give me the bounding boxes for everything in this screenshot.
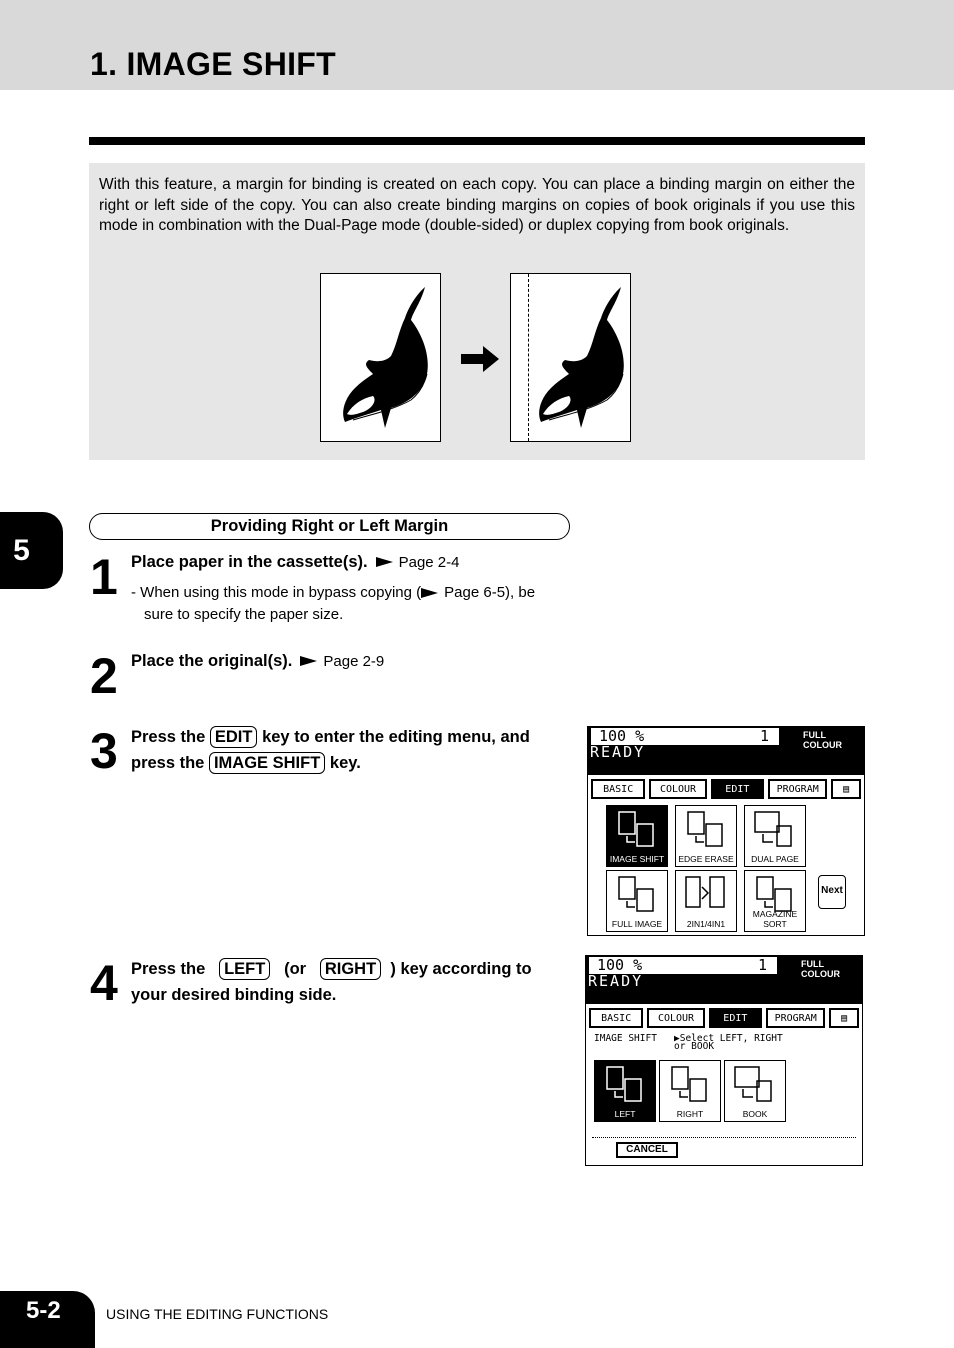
chapter-tab: 5 [0, 512, 63, 589]
intro-box [89, 163, 865, 460]
copy-icon [733, 1065, 777, 1105]
dual-page-button[interactable] [744, 805, 806, 867]
page-title: 1. IMAGE SHIFT [90, 46, 336, 82]
step-1-instruction: Place paper in the cassette(s). [131, 553, 368, 571]
step-4-text-part: Press the [131, 960, 206, 978]
mode-label: IMAGE SHIFT [594, 1033, 657, 1044]
step-number: 2 [90, 648, 118, 704]
orca-illustration [529, 282, 629, 432]
step-3-text-part: Press the [131, 728, 206, 746]
next-button[interactable]: Next [818, 875, 846, 909]
step-4-text [131, 956, 571, 1008]
step-number: 3 [90, 723, 118, 779]
tab-colour[interactable]: COLOUR [647, 1008, 704, 1028]
screen-status-bar [586, 956, 862, 1004]
magazine-sort-button[interactable] [744, 870, 806, 932]
original-figure [320, 273, 441, 442]
button-label: MAGAZINE SORT [752, 909, 798, 929]
screen-status-bar [588, 727, 864, 775]
copy-icon [684, 810, 728, 850]
prompt-line-2: or BOOK [674, 1041, 715, 1052]
copy-icon [684, 875, 728, 915]
tab-menu-icon[interactable]: ▤ [829, 1008, 859, 1028]
tab-basic[interactable]: BASIC [589, 1008, 643, 1028]
colour-mode: FULL COLOUR [803, 730, 842, 750]
pointer-triangle-icon [421, 588, 438, 598]
left-key: LEFT [219, 958, 270, 980]
note-text-line2: sure to specify the paper size. [144, 606, 344, 623]
step-3-text-part: key to enter the editing menu, and [262, 728, 530, 746]
pointer-triangle-icon [376, 557, 393, 567]
step-number: 4 [90, 955, 118, 1011]
right-key: RIGHT [320, 958, 381, 980]
image-shift-button[interactable] [606, 805, 668, 867]
copies-count: 1 [759, 727, 769, 745]
divider [592, 1137, 856, 1138]
step-4-text-part: (or [284, 960, 307, 978]
note-text: - When using this mode in bypass copying ( [131, 584, 422, 601]
screen-tabs [591, 779, 861, 799]
intro-text: With this feature, a margin for binding is created on each copy. You can place a binding margin on either the right or left side of the copy. You can also create binding margins on copies of book originals if you use this mode in combination with the Dual-Page mode (double-sided) or duplex copying from book originals. [99, 176, 855, 234]
tab-colour[interactable]: COLOUR [649, 779, 706, 799]
tab-edit[interactable]: EDIT [709, 1008, 762, 1028]
button-label: EDGE ERASE [678, 854, 734, 864]
title-rule [89, 137, 865, 145]
step-4-text-part: your desired binding side. [131, 986, 337, 1004]
copy-icon [615, 875, 659, 915]
footer-text: USING THE EDITING FUNCTIONS [106, 1306, 329, 1322]
button-label: LEFT [614, 1109, 636, 1119]
copies-count: 1 [757, 956, 767, 974]
step-3-text-part: key. [329, 754, 361, 772]
status-text: READY [590, 743, 646, 761]
step-2-instruction: Place the original(s). [131, 652, 293, 670]
button-label: IMAGE SHIFT [609, 854, 665, 864]
tab-program[interactable]: PROGRAM [768, 779, 827, 799]
right-button[interactable] [659, 1060, 721, 1122]
copy-icon [615, 810, 659, 850]
section-heading: Providing Right or Left Margin [89, 513, 570, 540]
image-shift-key: IMAGE SHIFT [209, 752, 325, 774]
page-reference: Page 2-4 [398, 554, 460, 571]
right-arrow-icon [461, 346, 499, 372]
pointer-triangle-icon [300, 656, 317, 666]
step-4-text-part: ) key according to [390, 960, 532, 978]
button-label: 2IN1/4IN1 [686, 919, 726, 929]
tab-program[interactable]: PROGRAM [766, 1008, 825, 1028]
tab-edit[interactable]: EDIT [711, 779, 764, 799]
edge-erase-button[interactable] [675, 805, 737, 867]
button-label: FULL IMAGE [611, 919, 663, 929]
copy-icon [753, 810, 797, 850]
image-shift-screen [585, 955, 863, 1166]
step-2-text [131, 648, 384, 675]
colour-mode: FULL COLOUR [801, 959, 840, 979]
screen-tabs [589, 1008, 859, 1028]
copy-icon [668, 1065, 712, 1105]
note-page-reference: Page 6-5), be [444, 584, 536, 601]
button-label: RIGHT [676, 1109, 704, 1119]
prompt-line-1: ▶Select LEFT, RIGHT [674, 1033, 783, 1044]
2in1-4in1-button[interactable] [675, 870, 737, 932]
zoom-value: 100 % [597, 956, 643, 974]
left-button[interactable] [594, 1060, 656, 1122]
tab-basic[interactable]: BASIC [591, 779, 645, 799]
shifted-figure [510, 273, 631, 442]
edit-menu-screen [587, 726, 865, 936]
orca-illustration [333, 282, 433, 432]
book-button[interactable] [724, 1060, 786, 1122]
tab-menu-icon[interactable]: ▤ [831, 779, 861, 799]
step-1-note [131, 582, 571, 626]
step-3-text [131, 724, 571, 776]
status-text: READY [588, 972, 644, 990]
copy-icon [603, 1065, 647, 1105]
step-number: 1 [90, 549, 118, 605]
page-reference: Page 2-9 [323, 653, 385, 670]
full-image-button[interactable] [606, 870, 668, 932]
zoom-value: 100 % [599, 727, 645, 745]
button-label: BOOK [742, 1109, 768, 1119]
page-number: 5-2 [0, 1291, 95, 1348]
step-1-text [131, 549, 460, 576]
cancel-button[interactable]: CANCEL [616, 1142, 678, 1158]
step-3-text-part: press the [131, 754, 205, 772]
button-label: DUAL PAGE [751, 854, 799, 864]
edit-key: EDIT [210, 726, 258, 748]
